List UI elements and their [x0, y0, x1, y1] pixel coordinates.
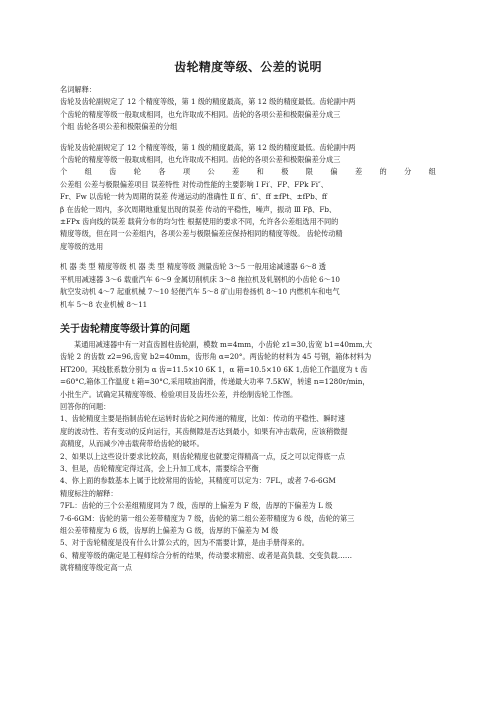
text-line: 航空发动机 4～7 起重机械 7～10 轻便汽车 5～8 矿山用卷扬机 8～10 内燃机车和电气	[60, 287, 340, 297]
spread-char: 偏	[330, 167, 338, 177]
text-line: 个齿轮的精度等级一般取成相同，也允许取成不相同。齿轮的各项公差和极限偏差分成三	[60, 155, 341, 165]
text-line: 齿轮及齿轮副规定了 12 个精度等级，第 1 级的精度最高，第 12 级的精度最低。齿轮副中两	[60, 97, 356, 107]
text-line: =60°C,箱体工作温度 t 箱=30°C,采用喷油润滑，传递最大功率 7.5KW，转速 n=1280r/min，	[60, 377, 370, 387]
spread-char: 个	[60, 167, 68, 177]
text-line: 平机用减速器 3～6 载重汽车 6～9 金属切削机床 3～8 拖拉机及轧钢机的小齿轮 6～10	[60, 274, 340, 284]
text-line: 精度等级，但在同一公差组内，各项公差与极限偏差应保持相同的精度等级。 齿轮传动精	[60, 229, 343, 239]
spread-char: 项	[182, 167, 191, 177]
intro-block	[60, 84, 436, 134]
text-line: ±FPx 齿向线的误差 载荷分布的均匀性 根据使用的要求不同，允许各公差组选用不同的	[60, 217, 339, 227]
spread-char: 差	[232, 167, 240, 177]
problem-block	[60, 339, 436, 401]
text-line: 4、你上面的参数基本上属于比较常用的齿轮，其精度可以定为：7FL，或者 7-6-6GM	[60, 476, 336, 486]
text-line: β 在齿轮一周内，多次周期地重复出现的误差 传动的平稳性，噪声，振动 Ⅲ Fβ、Fb、	[60, 204, 337, 214]
text-line: 就将精度等级定高一点	[60, 563, 132, 573]
text-line: 度等级的选用	[60, 241, 104, 251]
spread-char: 限	[305, 167, 313, 177]
text-line: 机 器 类 型 精度等级 机 器 类 型 精度等级 测量齿轮 3～5 一般用途减速器 6～8 透	[60, 262, 326, 272]
spread-char: 分	[404, 167, 412, 177]
document-page	[60, 58, 436, 575]
spread-char: 组	[428, 167, 436, 177]
text-line: 个齿轮的精度等级一般取成相同，也允许取成不相同。齿轮的各项公差和极限偏差分成三	[60, 109, 341, 119]
spread-char: 齿	[109, 167, 117, 177]
text-line: 2、如果以上这些设计要求比较高，则齿轮精度也就要定得精高一点，反之可以定得底一点	[60, 451, 345, 461]
spread-line	[60, 166, 436, 178]
text-line: 回答你的问题：	[60, 401, 111, 411]
spread-char: 的	[379, 167, 387, 177]
text-line: 组公差带精度为 6 级，齿厚的上偏差为 G 级，齿厚的下偏差为 M 级	[60, 526, 279, 535]
text-line: 高精度，从而减少冲击载荷带给齿轮的破坏。	[60, 439, 204, 449]
text-line: Fr、Fw 以齿轮一转为周期的误差 传递运动的准确性 Ⅱ fi′、fi″、ff ±fPt、±fPb、ff	[60, 192, 328, 202]
text-line: 小批生产。试确定其精度等级、检验项目及齿坯公差，并绘制齿轮工作图。	[60, 389, 298, 399]
selection-block	[60, 261, 436, 311]
spread-char: 各	[158, 167, 166, 177]
text-line: 3、但是，齿轮精度定得过高，会上升加工成本，需要综合平衡	[60, 463, 259, 473]
text-line: HT200。其线胀系数分别为 α 齿=11.5×10 6K 1，α 箱=10.5×10 6K 1,齿轮工作温度为 t 齿	[60, 364, 368, 374]
spread-char: 和	[256, 167, 264, 177]
text-line: 名词解释：	[60, 85, 96, 94]
spread-char: 组	[84, 167, 92, 177]
section-title: 关于齿轮精度等级计算的问题	[60, 323, 190, 335]
text-line: 度的波动性、若有变动的反向运行，其齿侧隙是否达到最小，如果有冲击载荷，应该稍微提	[60, 426, 348, 436]
spread-char: 轮	[133, 167, 141, 177]
text-line: 某通用减速器中有一对直齿圆柱齿轮副，模数 m=4mm，小齿轮 z1=30,齿宽 b1=40mm,大	[74, 339, 373, 349]
text-line: 精度标注的解释：	[60, 488, 118, 498]
spread-char: 差	[354, 167, 363, 177]
text-line: 齿轮及齿轮副规定了 12 个精度等级，第 1 级的精度最高，第 12 级的精度最低。齿轮副中两	[60, 142, 356, 152]
text-line: 6、精度等级的确定是工程师综合分析的结果，传动要求精密、或者是高负载、交变负载……	[60, 550, 353, 560]
tolerance-groups-block	[60, 179, 436, 253]
spread-char: 极	[281, 167, 289, 177]
spread-char: 公	[207, 167, 215, 177]
answer-block	[60, 401, 436, 575]
text-line: 5、对于齿轮精度是没有什么计算公式的，因为不需要计算，是由手册得来的。	[60, 538, 309, 548]
text-line: 公差组 公差与极限偏差项目 误差特性 对传动性能的主要影响 Ⅰ Fi′、FP、FPk Fi″、	[60, 179, 328, 189]
text-line: 1、齿轮精度主要是指制齿轮在运转时齿轮之间传递的精度，比如：传动的平稳性、瞬时速	[60, 414, 345, 424]
document-title: 齿轮精度等级、公差的说明	[174, 60, 322, 74]
repeat-block	[60, 142, 436, 179]
text-line: 个组 齿轮各项公差和极限偏差的分组	[60, 122, 178, 132]
text-line: 7-6-6GM：齿轮的第一组公差带精度为 7 级，齿轮的第二组公差带精度为 6 级，齿轮的第三	[60, 513, 355, 523]
text-line: 机车 5～8 农业机械 8～11	[60, 299, 148, 309]
text-line: 7FL：齿轮的三个公差组精度同为 7 级，齿厚的上偏差为 F 级，齿厚的下偏差为 L 级	[60, 501, 333, 511]
text-line: 齿轮 2 的齿数 z2=96,齿宽 b2=40mm，齿形角 α=20°。两齿轮的材料为 45 号钢，箱体材料为	[60, 352, 372, 362]
